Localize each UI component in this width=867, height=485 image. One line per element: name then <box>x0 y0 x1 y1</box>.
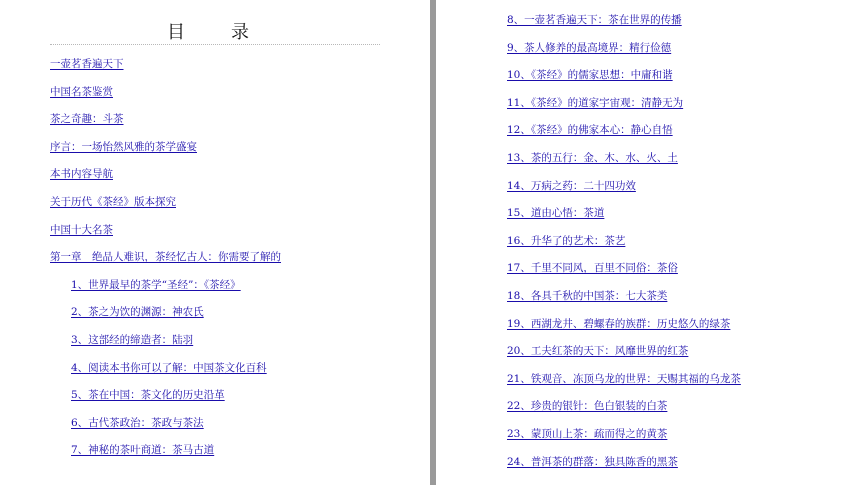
toc-entry-section <box>507 399 741 427</box>
toc-entry-section <box>50 443 281 471</box>
toc-entry-section <box>507 455 741 483</box>
toc-entry <box>50 167 281 195</box>
toc-entry-section <box>507 123 741 151</box>
toc-entry-section <box>507 96 741 124</box>
toc-link[interactable]: 一壶茗香遍天下 <box>50 58 124 70</box>
toc-link[interactable]: 16、升华了的艺术：茶艺 <box>507 234 626 247</box>
toc-entry <box>50 112 281 140</box>
toc-link[interactable]: 中国名茶鉴赏 <box>50 85 113 98</box>
toc-link[interactable]: 关于历代《茶经》版本探究 <box>50 195 176 208</box>
toc-entry-section <box>507 151 741 179</box>
toc-entry <box>50 57 281 85</box>
toc-link[interactable]: 10、《茶经》的儒家思想：中庸和谐 <box>507 69 673 82</box>
toc-link[interactable]: 24、普洱茶的群落：独具陈香的黑茶 <box>507 455 678 468</box>
toc-link-chapter-1[interactable]: 第一章 绝品人难识，茶经忆古人：你需要了解的 <box>50 251 281 264</box>
toc-entry-section <box>507 427 741 455</box>
toc-entry-section <box>507 372 741 400</box>
toc-link[interactable]: 本书内容导航 <box>50 168 113 181</box>
toc-entry-section <box>507 289 741 317</box>
toc-link[interactable]: 6、古代茶政治：茶政与茶法 <box>71 416 204 429</box>
toc-link[interactable]: 5、茶在中国：茶文化的历史沿革 <box>71 389 225 402</box>
toc-entry-section <box>507 206 741 234</box>
toc-entry <box>50 223 281 251</box>
toc-entry-section <box>507 234 741 262</box>
toc-title: 目 录 <box>167 22 263 43</box>
toc-entry <box>50 195 281 223</box>
toc-entry-section <box>507 179 741 207</box>
toc-entry-section <box>507 13 741 41</box>
toc-link[interactable]: 18、各具千秋的中国茶：七大茶类 <box>507 289 668 302</box>
toc-entry <box>50 140 281 168</box>
toc-entry-section <box>507 317 741 345</box>
toc-link[interactable]: 15、道由心悟：茶道 <box>507 207 605 220</box>
toc-link[interactable]: 17、千里不同风，百里不同俗：茶俗 <box>507 262 678 275</box>
toc-link[interactable]: 14、万病之药：二十四功效 <box>507 179 636 192</box>
toc-link[interactable]: 11、《茶经》的道家宇宙观：清静无为 <box>507 96 684 109</box>
toc-list-right <box>507 13 741 482</box>
toc-link[interactable]: 4、阅读本书你可以了解：中国茶文化百科 <box>71 361 267 374</box>
toc-link[interactable]: 9、茶人修养的最高境界：精行俭德 <box>507 41 672 54</box>
toc-link[interactable]: 3、这部经的缔造者：陆羽 <box>71 333 194 346</box>
toc-entry-section <box>507 68 741 96</box>
toc-link[interactable]: 8、一壶茗香遍天下：茶在世界的传播 <box>507 14 682 26</box>
toc-link[interactable]: 序言：一场怡然风雅的茶学盛宴 <box>50 140 197 153</box>
toc-link[interactable]: 1、世界最早的茶学“圣经”：《茶经》 <box>71 278 241 291</box>
right-page <box>436 0 867 485</box>
toc-entry-section <box>50 278 281 306</box>
toc-link[interactable]: 2、茶之为饮的渊源：神农氏 <box>71 306 204 319</box>
title-divider <box>50 44 380 45</box>
toc-entry-section <box>50 416 281 444</box>
toc-link[interactable]: 20、工夫红茶的天下：风靡世界的红茶 <box>507 345 689 358</box>
toc-link[interactable]: 12、《茶经》的佛家本心：静心自悟 <box>507 124 673 137</box>
toc-entry <box>50 85 281 113</box>
toc-entry-section <box>507 261 741 289</box>
toc-entry-section <box>50 388 281 416</box>
left-page <box>0 0 430 485</box>
toc-link[interactable]: 中国十大名茶 <box>50 223 113 236</box>
toc-link[interactable]: 19、西湖龙井、碧螺春的族群：历史悠久的绿茶 <box>507 317 731 330</box>
toc-entry-chapter <box>50 250 281 278</box>
toc-link[interactable]: 13、茶的五行：金、木、水、火、土 <box>507 151 678 164</box>
toc-link[interactable]: 23、蒙顶山上茶：疏而得之的黄茶 <box>507 427 668 440</box>
toc-entry-section <box>507 41 741 69</box>
toc-link[interactable]: 茶之奇趣：斗茶 <box>50 113 124 126</box>
toc-link[interactable]: 21、铁观音、冻顶乌龙的世界：天赐其福的乌龙茶 <box>507 372 741 385</box>
toc-link[interactable]: 22、珍贵的银针：色白银装的白茶 <box>507 400 668 413</box>
toc-list-left <box>50 57 281 471</box>
toc-entry-section <box>50 361 281 389</box>
toc-entry-section <box>50 333 281 361</box>
toc-entry-section <box>50 305 281 333</box>
toc-link[interactable]: 7、神秘的茶叶商道：茶马古道 <box>71 444 215 457</box>
toc-entry-section <box>507 344 741 372</box>
